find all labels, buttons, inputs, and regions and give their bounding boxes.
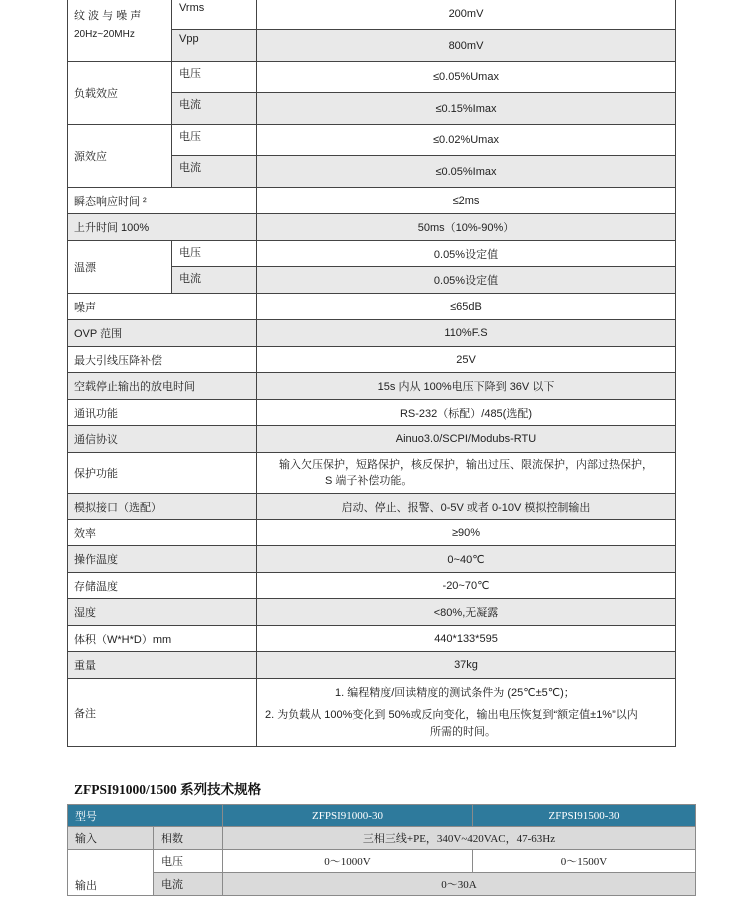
- lead-compensation-value: 25V: [257, 347, 676, 373]
- output-current-param: 电流: [154, 873, 223, 896]
- output-label: 输出: [68, 850, 154, 896]
- remarks-value: [257, 679, 676, 747]
- protection-value: [257, 453, 676, 494]
- discharge-time-value: 15s 内从 100%电压下降到 36V 以下: [257, 373, 676, 400]
- temp-drift-value: 0.05%设定值: [257, 241, 676, 267]
- output-voltage-param: 电压: [154, 850, 223, 873]
- source-effect-value: ≤0.02%Umax: [257, 125, 676, 156]
- temp-drift-param: 电流: [172, 267, 257, 294]
- remark-2: 2. 为负载从 100%变化到 50%或反向变化，输出电压恢复到“额定值±1%”以内: [265, 708, 638, 721]
- ripple-value: 200mV: [257, 0, 676, 30]
- model-spec-table: [67, 804, 696, 896]
- output-voltage-a: 0～1000V: [223, 850, 473, 873]
- operating-temp-value: 0~40℃: [257, 546, 676, 573]
- remark-2-cont: 所需的时间。: [430, 725, 496, 738]
- humidity-value: <80%,无凝露: [257, 599, 676, 626]
- output-current-value: 0～30A: [223, 873, 696, 896]
- ripple-range: 20Hz~20MHz: [74, 29, 135, 40]
- temp-drift-label: 温漂: [68, 241, 172, 294]
- ovp-value: 110%F.S: [257, 320, 676, 347]
- transient-label: 瞬态响应时间 ²: [68, 188, 257, 214]
- communication-value: RS-232（标配）/485(选配): [257, 400, 676, 426]
- analog-interface-label: 模拟接口（选配）: [68, 494, 257, 520]
- model-a-header: ZFPSI91000-30: [223, 805, 473, 827]
- storage-temp-value: -20~70℃: [257, 573, 676, 599]
- source-effect-value: ≤0.05%Imax: [257, 156, 676, 188]
- ovp-label: OVP 范围: [68, 320, 257, 347]
- discharge-time-label: 空载停止输出的放电时间: [68, 373, 257, 400]
- storage-temp-label: 存储温度: [68, 573, 257, 599]
- ripple-label: 纹 波 与 噪 声: [74, 10, 142, 22]
- efficiency-value: ≥90%: [257, 520, 676, 546]
- input-label: 输入: [68, 827, 154, 850]
- transient-value: ≤2ms: [257, 188, 676, 214]
- input-value: 三相三线+PE，340V~420VAC，47-63Hz: [223, 827, 696, 850]
- ripple-label-cell: [68, 0, 172, 62]
- load-effect-label: 负载效应: [68, 62, 172, 125]
- protection-line-1: 输入欠压保护，短路保护，核反保护，输出过压、限流保护，内部过热保护，: [279, 459, 653, 471]
- remark-1: 1. 编程精度/回读精度的测试条件为 (25℃±5℃)；: [335, 686, 575, 699]
- operating-temp-label: 操作温度: [68, 546, 257, 573]
- humidity-label: 湿度: [68, 599, 257, 626]
- input-param: 相数: [154, 827, 223, 850]
- analog-interface-value: 启动、停止、报警、0-5V 或者 0-10V 模拟控制输出: [257, 494, 676, 520]
- rise-time-label: 上升时间 100%: [68, 214, 257, 241]
- protection-label: 保护功能: [68, 453, 257, 494]
- temp-drift-param: 电压: [172, 241, 257, 267]
- load-effect-value: ≤0.15%Imax: [257, 93, 676, 125]
- ripple-value: 800mV: [257, 30, 676, 62]
- dimensions-value: 440*133*595: [257, 626, 676, 652]
- load-effect-param: 电压: [172, 62, 257, 93]
- source-effect-param: 电流: [172, 156, 257, 188]
- noise-value: ≤65dB: [257, 294, 676, 320]
- model-b-header: ZFPSI91500-30: [473, 805, 696, 827]
- source-effect-label: 源效应: [68, 125, 172, 188]
- lead-compensation-label: 最大引线压降补偿: [68, 347, 257, 373]
- section-title: ZFPSI91000/1500 系列技术规格: [74, 782, 262, 797]
- rise-time-value: 50ms（10%-90%）: [257, 214, 676, 241]
- model-header-label: 型号: [68, 805, 223, 827]
- load-effect-value: ≤0.05%Umax: [257, 62, 676, 93]
- protocol-label: 通信协议: [68, 426, 257, 453]
- weight-value: 37kg: [257, 652, 676, 679]
- noise-label: 噪声: [68, 294, 257, 320]
- protection-line-2: S 端子补偿功能。: [325, 475, 413, 487]
- remarks-label: 备注: [68, 679, 257, 747]
- efficiency-label: 效率: [68, 520, 257, 546]
- load-effect-param: 电流: [172, 93, 257, 125]
- ripple-param: Vpp: [172, 30, 257, 62]
- source-effect-param: 电压: [172, 125, 257, 156]
- communication-label: 通讯功能: [68, 400, 257, 426]
- dimensions-label: 体积（W*H*D）mm: [68, 626, 257, 652]
- output-voltage-b: 0～1500V: [473, 850, 696, 873]
- spec-table: [67, 0, 676, 747]
- temp-drift-value: 0.05%设定值: [257, 267, 676, 294]
- protocol-value: Ainuo3.0/SCPI/Modubs-RTU: [257, 426, 676, 453]
- weight-label: 重量: [68, 652, 257, 679]
- ripple-param: Vrms: [172, 0, 257, 30]
